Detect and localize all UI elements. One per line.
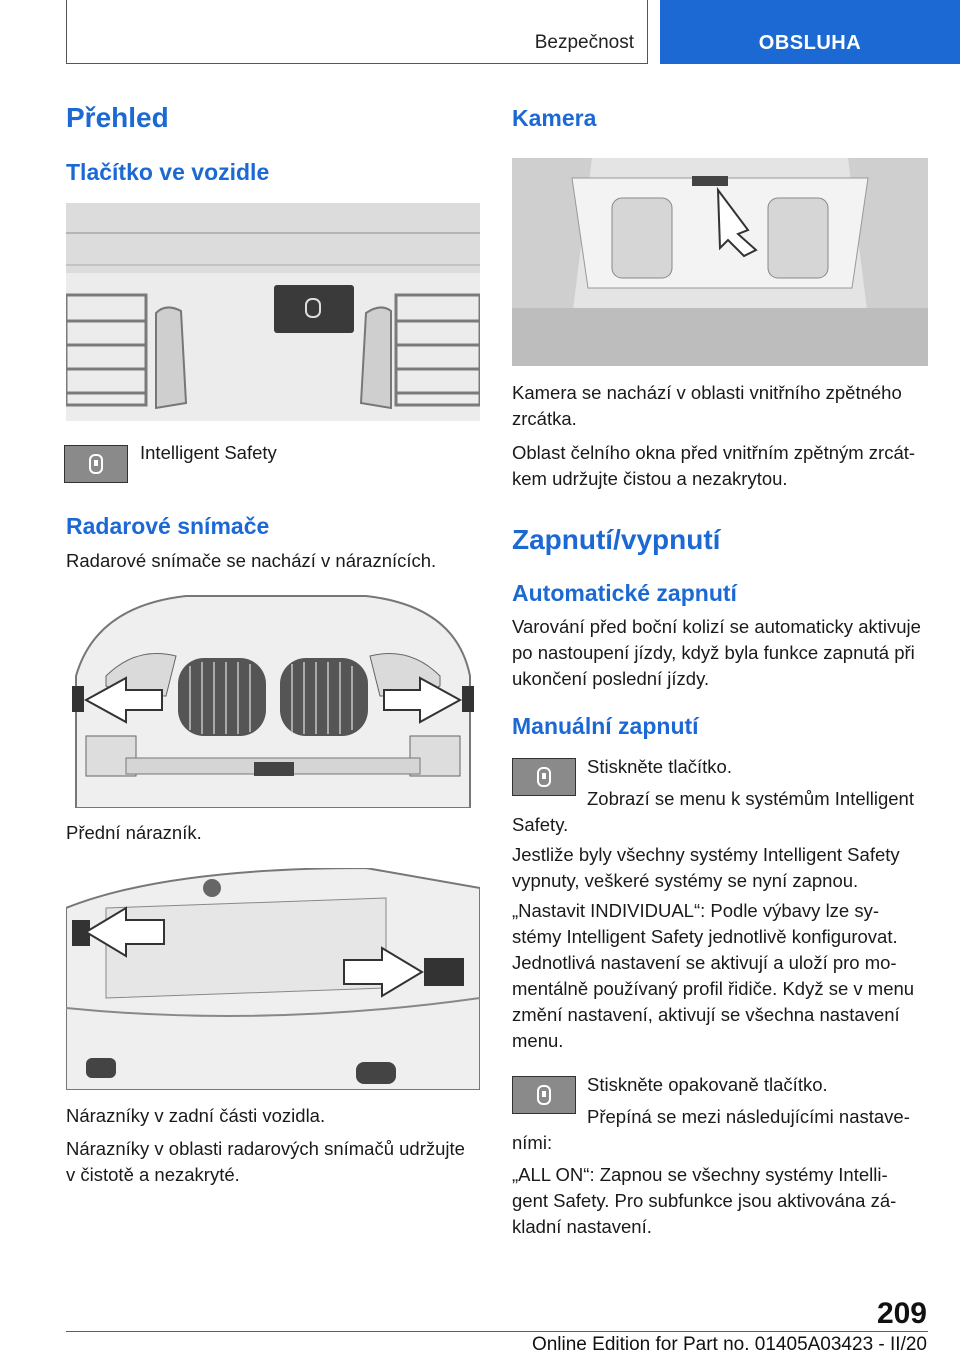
- section-heading-manual: Manuální zapnutí: [512, 713, 699, 739]
- intelligent-safety-button-icon: [512, 758, 576, 796]
- menu-text-line2: Safety.: [512, 814, 569, 835]
- section-heading-camera: Kamera: [512, 105, 597, 131]
- auto-text-line2: po nastoupení jízdy, když byla funkce zapnutá při: [512, 642, 915, 663]
- page-number: 209: [876, 1297, 927, 1330]
- off-text-line1: Jestliže byly všechny systémy Intelligent Safety: [512, 844, 900, 865]
- camera-figure: [512, 158, 928, 366]
- individual-text-line5: změní nastavení, aktivují se všechna nastavení: [512, 1004, 900, 1025]
- radar-text: Radarové snímače se nachází v náraznících.: [66, 550, 437, 571]
- front-bumper-figure: [66, 586, 480, 808]
- press-again-text: Stiskněte opakovaně tlačítko.: [587, 1074, 828, 1095]
- intelligent-safety-button-icon: [512, 1076, 576, 1114]
- auto-text-line3: ukončení poslední jízdy.: [512, 668, 710, 689]
- press-button-text: Stiskněte tlačítko.: [587, 756, 732, 777]
- menu-text-line1: Zobrazí se menu k systémům Intelligent: [587, 788, 914, 809]
- camera-text-line2: zrcátka.: [512, 408, 577, 429]
- dashboard-button-figure: [66, 203, 480, 421]
- window-text-line1: Oblast čelního okna před vnitřním zpětným zrcát-: [512, 442, 916, 463]
- switch-text-line2: ními:: [512, 1132, 553, 1153]
- front-caption: Přední nárazník.: [66, 822, 202, 843]
- auto-text-line1: Varování před boční kolizí se automaticky aktivuje: [512, 616, 921, 637]
- button-caption: Intelligent Safety: [140, 442, 277, 463]
- window-text-line2: kem udržujte čistou a nezakrytou.: [512, 468, 788, 489]
- camera-text-line1: Kamera se nachází v oblasti vnitřního zpětného: [512, 382, 902, 403]
- rear-caption: Nárazníky v zadní části vozidla.: [66, 1105, 326, 1126]
- allon-text-line3: kladní nastavení.: [512, 1216, 652, 1237]
- individual-text-line4: mentálně používaný profil řidiče. Když se v menu: [512, 978, 915, 999]
- individual-text-line1: „Nastavit INDIVIDUAL“: Podle výbavy lze sy-: [512, 900, 880, 921]
- allon-text-line1: „ALL ON“: Zapnou se všechny systémy Intelli-: [512, 1164, 888, 1185]
- switch-text-line1: Přepíná se mezi následujícími nastave-: [587, 1106, 910, 1127]
- allon-text-line2: gent Safety. Pro subfunkce jsou aktivována zá-: [512, 1190, 897, 1211]
- clean-text-line2: v čistotě a nezakryté.: [66, 1164, 240, 1185]
- rear-bumper-figure: [66, 868, 480, 1090]
- individual-text-line2: stémy Intelligent Safety jednotlivě konfigurovat.: [512, 926, 898, 947]
- intelligent-safety-button-icon: [64, 445, 128, 483]
- section-heading-auto: Automatické zapnutí: [512, 580, 737, 606]
- section-heading-button: Tlačítko ve vozidle: [66, 159, 270, 185]
- clean-text-line1: Nárazníky v oblasti radarových snímačů udržujte: [66, 1138, 465, 1159]
- section-heading-onoff: Zapnutí/vypnutí: [512, 524, 721, 555]
- header-section-title: Bezpečnost: [534, 32, 634, 53]
- header-chapter-tab[interactable]: OBSLUHA: [660, 0, 960, 64]
- footer-divider: [66, 1331, 928, 1332]
- page-title: Přehled: [66, 102, 169, 133]
- individual-text-line3: Jednotlivá nastavení se aktivují a uloží pro mo-: [512, 952, 897, 973]
- section-heading-radar: Radarové snímače: [66, 513, 270, 539]
- individual-text-line6: menu.: [512, 1030, 564, 1051]
- edition-note: Online Edition for Part no. 01405A03423 - II/20: [531, 1334, 927, 1355]
- off-text-line2: vypnuty, veškeré systémy se nyní zapnou.: [512, 870, 859, 891]
